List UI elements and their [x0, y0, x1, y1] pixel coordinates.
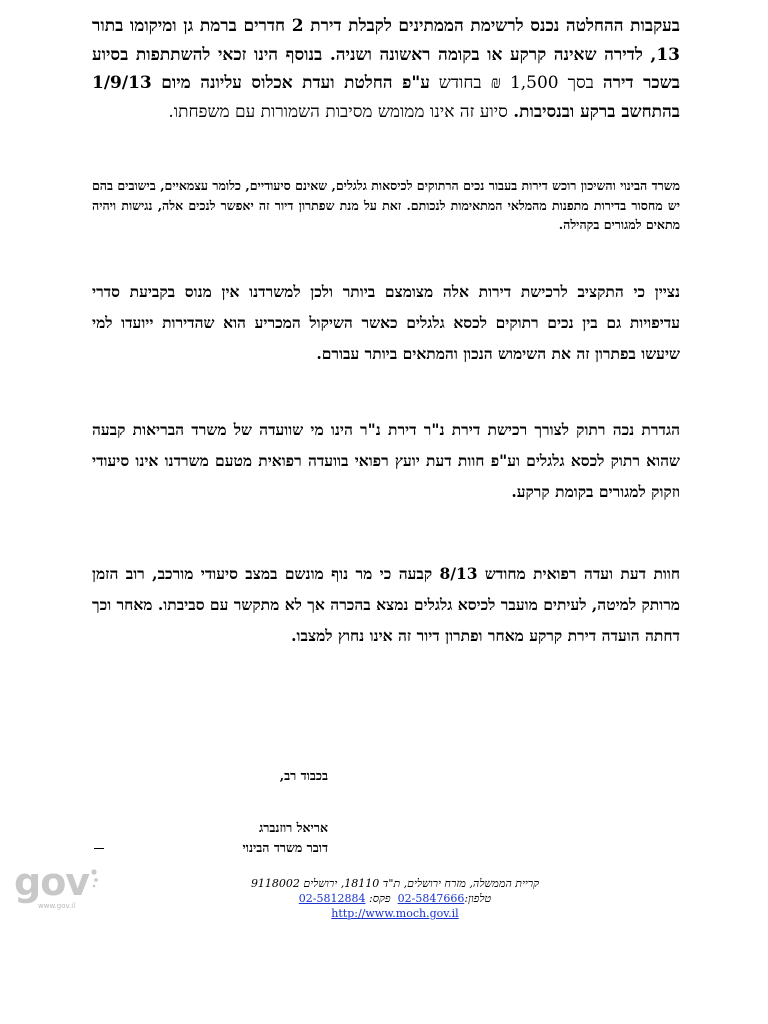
footer-website — [200, 906, 590, 921]
footer-fax-link[interactable]: 02-5812884 — [298, 892, 366, 905]
p1-bold-1: בעקבות ההחלטה נכנס לרשימת הממתינים לקבלת דירת 2 חדרים ברמת גן ומיקומו בתור 13, לדירה שאינה קרקע או בקומה ראשונה ושניה. בנוסף הינו זכאי להשתתפות בסיוע בשכר דירה — [92, 16, 680, 94]
divider-dash — [94, 848, 104, 849]
paragraph-ministry-purchase: משרד הבינוי והשיכון רוכש דירות בעבור נכים הרתוקים לכיסאות גלגלים, שאינם סיעודיים, כלומר עצמאיים, בישובים בהם יש מחסור בדירות מתפנות מהמלאי המתאימות לנכותם. זאת על מנת שפתרון דיור זה יאפשר לנכים אלה, נגישות ויהיה מתאים למגורים בקהילה. — [92, 178, 680, 232]
footer-address: קריית הממשלה, מזרח ירושלים, ת"ד 18110, ירושלים 9118002 — [250, 877, 540, 890]
footer-phone-link[interactable]: 02-5847666 — [397, 892, 465, 905]
gov-logo — [14, 860, 104, 916]
gov-logo-text: gov — [14, 860, 90, 904]
paragraph-housing-decision — [92, 12, 680, 126]
paragraph-budget: נציין כי התקציב לרכישת דירות אלה מצומצם ביותר ולכן למשרדנו אין מנוס בקביעת סדרי עדיפויות גם בין נכים רתוקים לכסא גלגלים כאשר השיקול המכריע הוא שהדירות ייועדו למי שיעשו בפתרון זה את השימוש הנכון והמתאים ביותר עבורם. — [92, 282, 680, 363]
p1-normal-2: סיוע זה אינו ממומש מסיבות השמורות עם משפחתו. — [168, 101, 514, 122]
footer-fax-label: פקס: — [368, 892, 391, 905]
footer-contacts — [200, 891, 590, 906]
paragraph-medical-opinion: חוות דעת ועדה רפואית מחודש 8/13 קבעה כי מר נוף מונשם במצב סיעודי מורכב, רוב הזמן מרותק למיטה, לעיתים מועבר לכיסא גלגלים נמצא בהכרה אך לא מתקשר עם סביבתו. מאחר וכך דחתה הועדה דירת קרקע מאחר ופתרון דיור זה אינו נחוץ למצבו. — [92, 564, 681, 645]
signature-name: אריאל רוזנברג — [259, 820, 328, 835]
gov-logo-dots-icon — [82, 868, 102, 894]
p1-normal-1: בסך 1,500 ₪ בחודש — [429, 73, 603, 94]
footer-phone-label: טלפון: — [464, 892, 492, 905]
paragraph-definition: הגדרת נכה רתוק לצורך רכישת דירת נ"ר דירת נ"ר הינו מי שוועדה של משרד הבריאות קבעה שהוא רתוק לכסא גלגלים וע"פ חוות דעת יועץ רפואי בוועדה רפואית מטעם משרדנו אינו סיעודי וזקוק למגורים בקומת קרקע. — [92, 420, 680, 501]
footer-website-link[interactable]: http://www.moch.gov.il — [331, 907, 459, 920]
gov-logo-url: www.gov.il — [38, 902, 76, 910]
signature-title: דובר משרד הבינוי — [242, 840, 328, 855]
p1-bold-2: ע"פ החלטת ועדת אכלוס עליונה מיום 1/9/13 בהתחשב ברקע ובנסיבות. — [92, 73, 680, 122]
signature-greeting: בכבוד רב, — [279, 768, 328, 783]
